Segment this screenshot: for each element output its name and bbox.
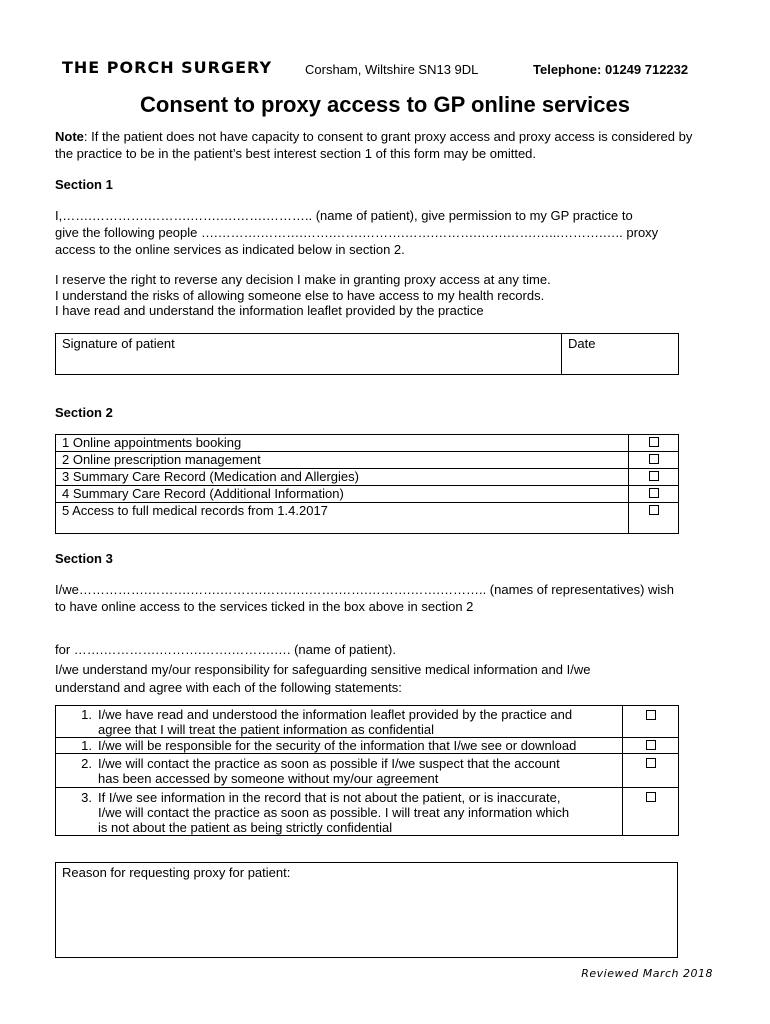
date-field[interactable] [562, 334, 679, 375]
agreements-table [55, 705, 679, 836]
service-row-label: 5 Access to full medical records from 1.4.2017 [56, 503, 629, 534]
representatives-line: I/we…………….……….…….……….…….….…….…….……….…….……….. (names of representatives) wish [55, 582, 675, 597]
service-row-label: 1 Online appointments booking [56, 435, 629, 452]
agreement-text: I/we will contact the practice as soon as possible if I/we suspect that the account [98, 756, 560, 771]
agreement-text: I/we have read and understood the information leaflet provided by the practice and [98, 707, 573, 722]
checkbox-icon [646, 758, 656, 768]
note-paragraph [55, 128, 705, 162]
service-checkbox[interactable] [629, 435, 679, 452]
checkbox-icon [646, 710, 656, 720]
agreement-text: I/we will be responsible for the security of the information that I/we see or download [98, 738, 577, 753]
reason-box[interactable] [55, 862, 678, 958]
agreement-checkbox[interactable] [623, 706, 679, 738]
service-checkbox[interactable] [629, 469, 679, 486]
permission-line: give the following people ….……….……….…….…….……….…….……….…….…….…...……….….. proxy [55, 225, 659, 240]
agreement-number: 1. [81, 738, 92, 753]
agreement-number: 2. [81, 756, 92, 771]
practice-name: THE PORCH SURGERY [62, 58, 273, 77]
checkbox-icon [646, 740, 656, 750]
form-title: Consent to proxy access to GP online services [140, 92, 630, 117]
note-label: Note [55, 129, 84, 144]
agreement-text: is not about the patient as being strictly confidential [98, 820, 393, 835]
agreement-number: 1. [81, 707, 92, 722]
agreement-text: I/we will contact the practice as soon as possible. I will treat any information which [98, 805, 570, 820]
checkbox-icon [649, 437, 659, 447]
statement: I reserve the right to reverse any decision I make in granting proxy access at any time. [55, 272, 551, 287]
permission-line: I,…….………….……….…….….…….……….. (name of patient), give permission to my GP practice to [55, 208, 633, 223]
responsibility-paragraph [55, 661, 590, 697]
permission-line: access to the online services as indicated below in section 2. [55, 242, 405, 257]
section1-heading: Section 1 [55, 177, 113, 192]
agreement-number: 3. [81, 790, 92, 805]
responsibility-line: I/we understand my/our responsibility for safeguarding sensitive medical information and I/we [55, 662, 591, 677]
service-checkbox[interactable] [629, 486, 679, 503]
agreement-text: If I/we see information in the record that is not about the patient, or is inaccurate, [98, 790, 561, 805]
agreement-checkbox[interactable] [623, 788, 679, 836]
section3-heading: Section 3 [55, 551, 113, 566]
representatives-line: to have online access to the services ticked in the box above in section 2 [55, 599, 474, 614]
checkbox-icon [649, 454, 659, 464]
service-checkbox[interactable] [629, 452, 679, 469]
signature-label: Signature of patient [62, 336, 175, 351]
agreement-text: has been accessed by someone without my/our agreement [98, 771, 439, 786]
responsibility-line: understand and agree with each of the following statements: [55, 680, 402, 695]
service-checkbox[interactable] [629, 503, 679, 534]
checkbox-icon [649, 471, 659, 481]
checkbox-icon [649, 505, 659, 515]
checkbox-icon [646, 792, 656, 802]
practice-telephone: Telephone: 01249 712232 [533, 62, 689, 77]
agreement-row [56, 754, 623, 788]
agreement-row [56, 706, 623, 738]
note-text: : If the patient does not have capacity to consent to grant proxy access and proxy access is considered by the practice to be in the patient’s best interest section 1 of this form may be omitted. [55, 129, 693, 161]
checkbox-icon [649, 488, 659, 498]
signature-table [55, 333, 679, 375]
service-row-label: 4 Summary Care Record (Additional Information) [56, 486, 629, 503]
service-row-label: 3 Summary Care Record (Medication and Allergies) [56, 469, 629, 486]
patient-statements [55, 272, 551, 319]
agreement-checkbox[interactable] [623, 754, 679, 788]
agreement-row [56, 788, 623, 836]
section2-heading: Section 2 [55, 405, 113, 420]
review-date: Reviewed March 2018 [581, 967, 713, 980]
services-table [55, 434, 679, 534]
permission-paragraph [55, 207, 735, 258]
signature-field[interactable] [56, 334, 562, 375]
statement: I understand the risks of allowing someone else to have access to my health records. [55, 287, 545, 303]
agreement-checkbox[interactable] [623, 738, 679, 754]
representatives-paragraph [55, 581, 674, 615]
reason-label: Reason for requesting proxy for patient: [62, 865, 291, 880]
patient-name-line: for …….………….……….…….……….…. (name of patient). [55, 642, 396, 657]
agreement-text: agree that I will treat the patient information as confidential [98, 722, 435, 737]
date-label: Date [568, 336, 596, 351]
service-row-label: 2 Online prescription management [56, 452, 629, 469]
statement: I have read and understand the information leaflet provided by the practice [55, 303, 484, 318]
practice-address: Corsham, Wiltshire SN13 9DL [305, 62, 479, 77]
agreement-row [56, 738, 623, 754]
